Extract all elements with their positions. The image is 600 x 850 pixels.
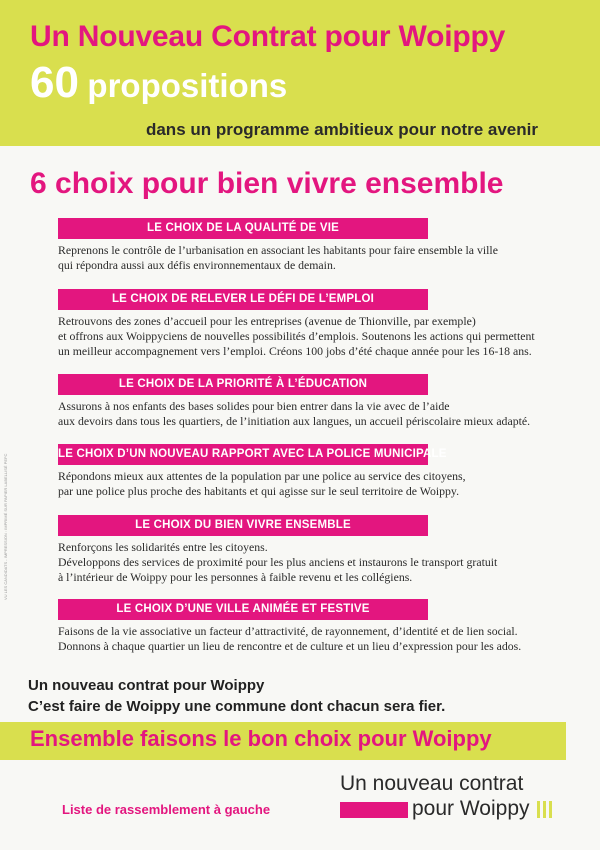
section-text-line: et offrons aux Woippyciens de nouvelles possibilités d’emplois. Soutenons les actions qui permettent [58,329,535,343]
header-band [0,0,600,146]
section-text-line: un meilleur accompagnement vers l’emploi. Créons 100 jobs d’été chaque année pour les 16-18 ans. [58,344,532,358]
section-text-line: Reprenons le contrôle de l’urbanisation en associant les habitants pour faire ensemble la ville [58,243,498,257]
slogan: Ensemble faisons le bon choix pour Woippy [30,726,492,751]
section-education [58,374,570,429]
section-living-together [58,515,570,585]
section-banner: LE CHOIX D’UNE VILLE ANIMÉE ET FESTIVE [58,599,428,620]
section-banner: LE CHOIX DE LA QUALITÉ DE VIE [58,218,428,239]
section-text [58,399,570,429]
logo-line-2: pour Woippy [412,797,530,820]
logo-line-1: Un nouveau contrat [340,772,524,795]
side-note: VU LES CANDIDATS - IMPRESSION : IMPRIMÉ SUR PAPIER LABELLISÉ PEFC [3,453,8,600]
section-text-line: Renforçons les solidarités entre les citoyens. [58,540,268,554]
section-banner: LE CHOIX DE LA PRIORITÉ À L’ÉDUCATION [58,374,428,395]
section-text [58,469,570,499]
header-subtitle: dans un programme ambitieux pour notre avenir [145,120,538,139]
logo-bar [340,802,408,818]
section-banner: LE CHOIX DE RELEVER LE DÉFI DE L’EMPLOI [58,289,428,310]
section-text [58,314,570,359]
closing-line-1: Un nouveau contrat pour Woippy [28,677,265,694]
propositions-count: 60 [30,58,79,107]
logo-stripes-icon [537,801,555,823]
section-text-line: Développons des services de proximité pour les plus anciens et instaurons le transport gratuit [58,555,498,569]
section-police [58,444,570,499]
section-text-line: Assurons à nos enfants des bases solides pour bien entrer dans la vie avec de l’aide [58,399,450,413]
section-text-line: par une police plus proche des habitants et qui agisse sur le seul territoire de Woippy. [58,484,460,498]
section-text-line: Retrouvons des zones d’accueil pour les entreprises (avenue de Thionville, par exemple) [58,314,476,328]
closing-line-2: C’est faire de Woippy une commune dont chacun sera fier. [28,698,446,715]
section-text [58,540,570,585]
section-text-line: aux devoirs dans tous les quartiers, de l’initiation aux langues, un accueil périscolaire mieux adapté. [58,414,531,428]
choices-title: 6 choix pour bien vivre ensemble [30,167,504,200]
propositions-word: propositions [87,67,288,104]
campaign-logo [330,772,590,832]
section-employment [58,289,570,359]
section-text [58,624,570,654]
propositions-title [30,58,287,108]
section-lively-city [58,599,570,654]
section-text [58,243,570,273]
section-text-line: qui répondra aussi aux défis environnementaux de demain. [58,258,336,272]
section-text-line: à l’intérieur de Woippy pour les personnes à faible revenu et les collégiens. [58,570,413,584]
list-label: Liste de rassemblement à gauche [62,802,271,817]
section-quality-of-life [58,218,570,273]
section-banner: LE CHOIX DU BIEN VIVRE ENSEMBLE [58,515,428,536]
section-text-line: Répondons mieux aux attentes de la population par une police au service des citoyens, [58,469,466,483]
section-text-line: Faisons de la vie associative un facteur d’attractivité, de rayonnement, d’identité et de lien social. [58,624,518,638]
section-text-line: Donnons à chaque quartier un lieu de rencontre et de culture et un lieu d’expression pour les ados. [58,639,522,653]
main-title: Un Nouveau Contrat pour Woippy [30,20,506,53]
section-banner: LE CHOIX D’UN NOUVEAU RAPPORT AVEC LA POLICE MUNICIPALE [58,444,428,465]
